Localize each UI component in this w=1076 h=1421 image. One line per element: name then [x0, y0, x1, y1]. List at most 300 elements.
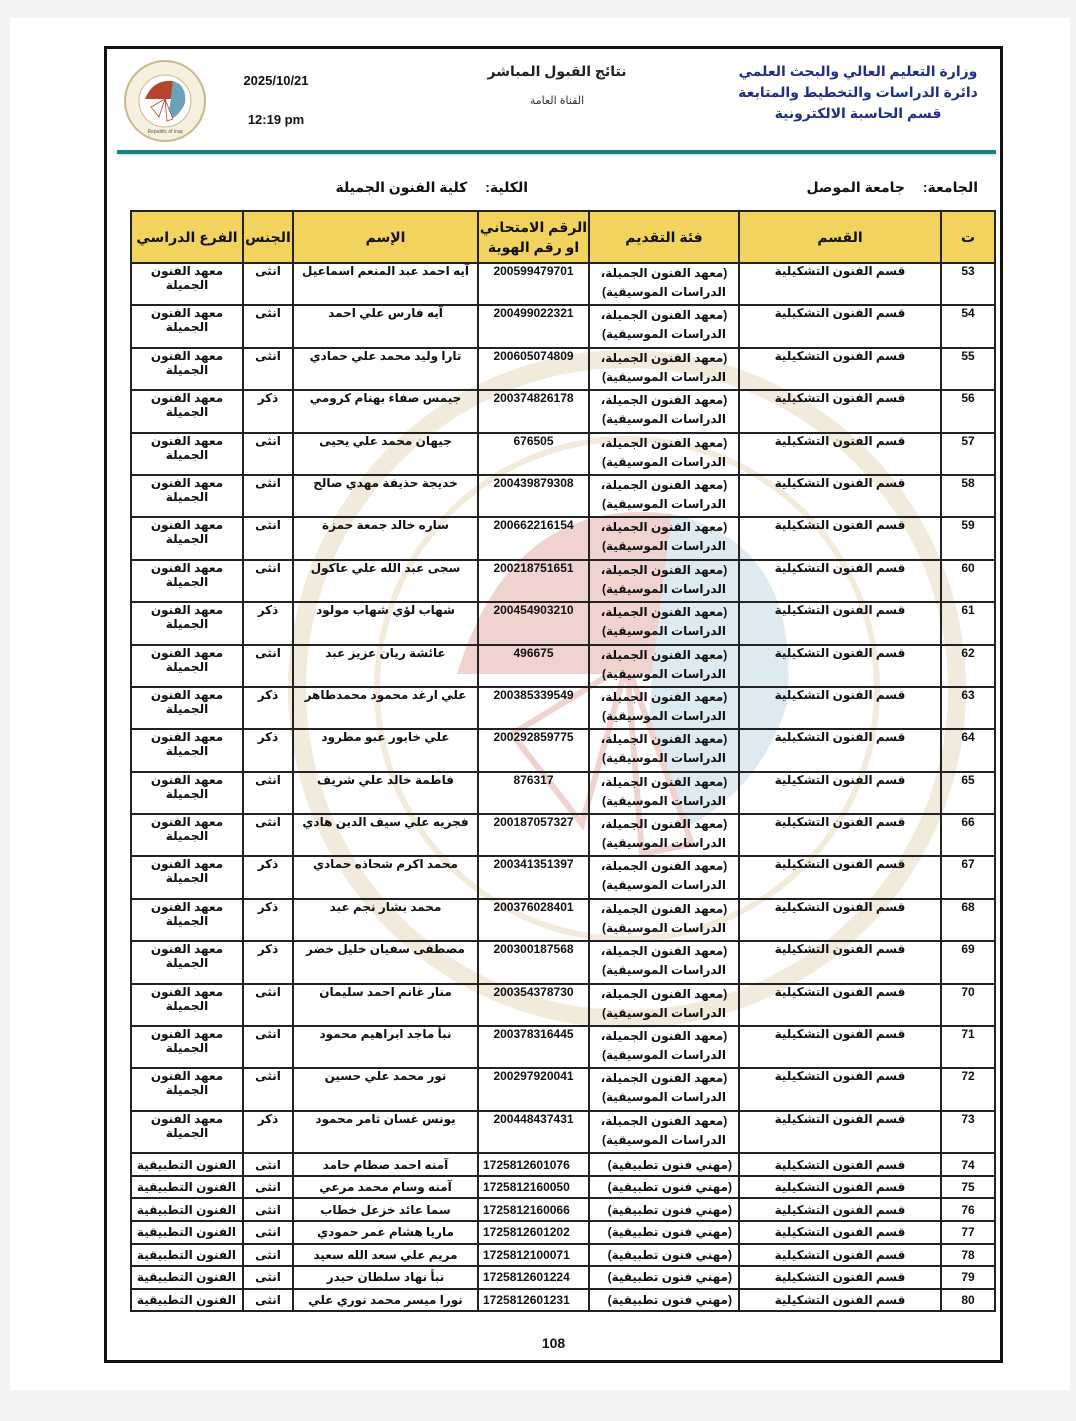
cell-gender: ذكر — [243, 729, 293, 771]
cell-number: 200374826178 — [478, 390, 589, 432]
category-line: (معهد الفنون الجميلة، — [600, 1071, 728, 1086]
cell-branch: الفنون التطبيقية — [131, 1244, 243, 1267]
cell-branch: معهد الفنون الجميلة — [131, 602, 243, 644]
header-category: فئة التقديم — [589, 211, 739, 263]
cell-seq: 76 — [941, 1198, 995, 1221]
cell-number: 1725812601224 — [478, 1266, 589, 1289]
cell-category — [589, 687, 739, 729]
college-field — [335, 179, 528, 196]
cell-department: قسم الفنون التشكيلية — [739, 433, 941, 475]
table-row — [131, 984, 995, 1026]
cell-department: قسم الفنون التشكيلية — [739, 645, 941, 687]
cell-seq: 68 — [941, 899, 995, 941]
table-row — [131, 1244, 995, 1267]
category-line: (معهد الفنون الجميلة، — [600, 393, 728, 408]
category-line: (معهد الفنون الجميلة، — [600, 944, 728, 959]
cell-seq: 60 — [941, 560, 995, 602]
cell-number: 496675 — [478, 645, 589, 687]
cell-name: خديجة حذيفة مهدي صالح — [293, 475, 478, 517]
cell-gender: انثى — [243, 1289, 293, 1312]
cell-gender: انثى — [243, 1176, 293, 1199]
cell-branch: معهد الفنون الجميلة — [131, 1068, 243, 1110]
cell-category — [589, 984, 739, 1026]
table-row — [131, 856, 995, 898]
cell-number: 1725812100071 — [478, 1244, 589, 1267]
cell-gender: انثى — [243, 645, 293, 687]
header-name: الإسم — [293, 211, 478, 263]
category-line: الدراسات الموسيقية) — [602, 539, 726, 554]
cell-seq: 59 — [941, 517, 995, 559]
cell-number: 200599479701 — [478, 263, 589, 305]
college-label: الكلية: — [485, 179, 528, 195]
cell-branch: معهد الفنون الجميلة — [131, 687, 243, 729]
table-row — [131, 814, 995, 856]
ministry-line: وزارة التعليم العالي والبحث العلمي — [738, 63, 978, 79]
datetime — [231, 73, 321, 127]
cell-name: آيه احمد عبد المنعم اسماعيل — [293, 263, 478, 305]
ministry-line: قسم الحاسبة الالكترونية — [774, 105, 942, 121]
cell-number: 200341351397 — [478, 856, 589, 898]
cell-name: علي ارغد محمود محمدطاهر — [293, 687, 478, 729]
cell-category — [589, 1176, 739, 1199]
cell-number: 200439879308 — [478, 475, 589, 517]
cell-seq: 64 — [941, 729, 995, 771]
cell-name: محمد بشار نجم عبد — [293, 899, 478, 941]
cell-branch: معهد الفنون الجميلة — [131, 475, 243, 517]
cell-department: قسم الفنون التشكيلية — [739, 390, 941, 432]
category-line: (مهني فنون تطبيقية) — [607, 1293, 732, 1308]
cell-number: 676505 — [478, 433, 589, 475]
cell-branch: معهد الفنون الجميلة — [131, 390, 243, 432]
category-line: (معهد الفنون الجميلة، — [600, 732, 728, 747]
cell-category — [589, 517, 739, 559]
table-row — [131, 1221, 995, 1244]
category-line: (معهد الفنون الجميلة، — [600, 605, 728, 620]
cell-category — [589, 1111, 739, 1153]
category-line: (مهني فنون تطبيقية) — [607, 1225, 732, 1240]
cell-category — [589, 645, 739, 687]
table-row — [131, 433, 995, 475]
cell-branch: معهد الفنون الجميلة — [131, 348, 243, 390]
cell-category — [589, 305, 739, 347]
table-row — [131, 687, 995, 729]
cell-gender: انثى — [243, 475, 293, 517]
cell-branch: الفنون التطبيقية — [131, 1221, 243, 1244]
cell-gender: انثى — [243, 263, 293, 305]
cell-gender: انثى — [243, 1244, 293, 1267]
cell-number: 200187057327 — [478, 814, 589, 856]
table-row — [131, 729, 995, 771]
cell-gender: ذكر — [243, 390, 293, 432]
cell-name: عائشة ريان عزيز عبد — [293, 645, 478, 687]
cell-branch: الفنون التطبيقية — [131, 1176, 243, 1199]
cell-category — [589, 941, 739, 983]
cell-seq: 70 — [941, 984, 995, 1026]
cell-seq: 54 — [941, 305, 995, 347]
cell-gender: ذكر — [243, 941, 293, 983]
category-line: (مهني فنون تطبيقية) — [607, 1180, 732, 1195]
cell-name: مريم علي سعد الله سعيد — [293, 1244, 478, 1267]
category-line: (معهد الفنون الجميلة، — [600, 1113, 728, 1128]
cell-name: جيمس صفاء بهنام كرومي — [293, 390, 478, 432]
category-line: الدراسات الموسيقية) — [602, 327, 726, 342]
category-line: (معهد الفنون الجميلة، — [600, 689, 728, 704]
cell-name: سجى عبد الله علي عاكول — [293, 560, 478, 602]
category-line: (مهني فنون تطبيقية) — [607, 1202, 732, 1217]
cell-seq: 78 — [941, 1244, 995, 1267]
cell-name: مصطفى سفيان خليل خضر — [293, 941, 478, 983]
cell-number: 200448437431 — [478, 1111, 589, 1153]
cell-category — [589, 1221, 739, 1244]
category-line: الدراسات الموسيقية) — [602, 369, 726, 384]
category-line: الدراسات الموسيقية) — [602, 581, 726, 596]
cell-seq: 53 — [941, 263, 995, 305]
admission-results-table — [130, 210, 996, 1312]
cell-name: آمنه وسام محمد مرعي — [293, 1176, 478, 1199]
cell-gender: انثى — [243, 305, 293, 347]
cell-number: 1725812160066 — [478, 1198, 589, 1221]
category-line: (مهني فنون تطبيقية) — [607, 1247, 732, 1262]
university-label: الجامعة: — [922, 179, 978, 195]
table-row — [131, 348, 995, 390]
cell-branch: معهد الفنون الجميلة — [131, 772, 243, 814]
category-line: (معهد الفنون الجميلة، — [600, 477, 728, 492]
cell-gender: ذكر — [243, 899, 293, 941]
category-line: الدراسات الموسيقية) — [602, 1090, 726, 1105]
cell-department: قسم الفنون التشكيلية — [739, 1068, 941, 1110]
cell-gender: ذكر — [243, 856, 293, 898]
cell-branch: الفنون التطبيقية — [131, 1289, 243, 1312]
report-time: 12:19 pm — [247, 112, 305, 127]
category-line: الدراسات الموسيقية) — [602, 878, 726, 893]
cell-seq: 63 — [941, 687, 995, 729]
cell-category — [589, 433, 739, 475]
cell-category — [589, 814, 739, 856]
cell-gender: انثى — [243, 1153, 293, 1176]
ministry-heading — [738, 61, 978, 124]
cell-gender: ذكر — [243, 602, 293, 644]
cell-gender: انثى — [243, 1266, 293, 1289]
cell-department: قسم الفنون التشكيلية — [739, 856, 941, 898]
cell-department: قسم الفنون التشكيلية — [739, 814, 941, 856]
header-divider — [117, 150, 996, 154]
cell-category — [589, 560, 739, 602]
cell-name: علي خابور عبو مطرود — [293, 729, 478, 771]
ministry-logo-icon — [123, 59, 207, 143]
cell-category — [589, 1068, 739, 1110]
cell-name: آيه فارس علي احمد — [293, 305, 478, 347]
cell-seq: 56 — [941, 390, 995, 432]
cell-category — [589, 1244, 739, 1267]
cell-branch: معهد الفنون الجميلة — [131, 305, 243, 347]
category-line: الدراسات الموسيقية) — [602, 624, 726, 639]
cell-number: 200454903210 — [478, 602, 589, 644]
category-line: (معهد الفنون الجميلة، — [600, 859, 728, 874]
header-number — [478, 211, 589, 263]
cell-name: شهاب لؤي شهاب مولود — [293, 602, 478, 644]
cell-department: قسم الفنون التشكيلية — [739, 984, 941, 1026]
cell-seq: 79 — [941, 1266, 995, 1289]
header-department: القسم — [739, 211, 941, 263]
table-row — [131, 1198, 995, 1221]
cell-seq: 67 — [941, 856, 995, 898]
cell-department: قسم الفنون التشكيلية — [739, 1289, 941, 1312]
table-row — [131, 941, 995, 983]
report-title: نتائج القبول المباشر — [487, 63, 627, 79]
category-line: الدراسات الموسيقية) — [602, 793, 726, 808]
cell-gender: انثى — [243, 772, 293, 814]
cell-seq: 58 — [941, 475, 995, 517]
cell-branch: معهد الفنون الجميلة — [131, 1026, 243, 1068]
cell-branch: معهد الفنون الجميلة — [131, 263, 243, 305]
category-line: (معهد الفنون الجميلة، — [600, 350, 728, 365]
cell-category — [589, 1198, 739, 1221]
category-line: الدراسات الموسيقية) — [602, 412, 726, 427]
cell-number: 200385339549 — [478, 687, 589, 729]
cell-branch: معهد الفنون الجميلة — [131, 1111, 243, 1153]
category-line: الدراسات الموسيقية) — [602, 751, 726, 766]
cell-branch: معهد الفنون الجميلة — [131, 517, 243, 559]
category-line: (معهد الفنون الجميلة، — [600, 817, 728, 832]
cell-name: نبأ ماجد ابراهيم محمود — [293, 1026, 478, 1068]
table-row — [131, 645, 995, 687]
cell-category — [589, 1266, 739, 1289]
cell-branch: الفنون التطبيقية — [131, 1153, 243, 1176]
cell-category — [589, 1289, 739, 1312]
report-date: 2025/10/21 — [243, 73, 309, 88]
cell-number: 200378316445 — [478, 1026, 589, 1068]
cell-department: قسم الفنون التشكيلية — [739, 687, 941, 729]
report-title-block — [447, 63, 667, 107]
table-row — [131, 263, 995, 305]
header-gender: الجنس — [243, 211, 293, 263]
cell-category — [589, 856, 739, 898]
cell-gender: انثى — [243, 984, 293, 1026]
table-row — [131, 1068, 995, 1110]
cell-category — [589, 263, 739, 305]
cell-category — [589, 475, 739, 517]
cell-seq: 77 — [941, 1221, 995, 1244]
cell-branch: معهد الفنون الجميلة — [131, 899, 243, 941]
cell-number: 200662216154 — [478, 517, 589, 559]
cell-number: 200297920041 — [478, 1068, 589, 1110]
table-row — [131, 772, 995, 814]
university-field — [806, 179, 978, 196]
cell-name: ماريا هشام عمر حمودي — [293, 1221, 478, 1244]
college-value: كلية الفنون الجميلة — [335, 179, 468, 195]
cell-gender: انثى — [243, 1198, 293, 1221]
category-line: (معهد الفنون الجميلة، — [600, 774, 728, 789]
category-line: (معهد الفنون الجميلة، — [600, 647, 728, 662]
category-line: (معهد الفنون الجميلة، — [600, 266, 728, 280]
cell-number: 876317 — [478, 772, 589, 814]
cell-seq: 57 — [941, 433, 995, 475]
cell-number: 200499022321 — [478, 305, 589, 347]
category-line: الدراسات الموسيقية) — [602, 496, 726, 511]
table-row — [131, 1176, 995, 1199]
cell-name: سما عائد خزعل خطاب — [293, 1198, 478, 1221]
cell-number: 1725812160050 — [478, 1176, 589, 1199]
cell-name: نورا ميسر محمد نوري علي — [293, 1289, 478, 1312]
cell-name: منار غانم احمد سليمان — [293, 984, 478, 1026]
cell-gender: انثى — [243, 560, 293, 602]
category-line: (معهد الفنون الجميلة، — [600, 901, 728, 916]
cell-branch: معهد الفنون الجميلة — [131, 729, 243, 771]
cell-department: قسم الفنون التشكيلية — [739, 517, 941, 559]
cell-branch: الفنون التطبيقية — [131, 1266, 243, 1289]
category-line: (معهد الفنون الجميلة، — [600, 1029, 728, 1044]
category-line: الدراسات الموسيقية) — [602, 920, 726, 935]
cell-number: 200605074809 — [478, 348, 589, 390]
cell-seq: 75 — [941, 1176, 995, 1199]
category-line: الدراسات الموسيقية) — [602, 1048, 726, 1063]
cell-branch: معهد الفنون الجميلة — [131, 560, 243, 602]
report-subtitle: القناة العامة — [529, 95, 585, 107]
cell-category — [589, 899, 739, 941]
cell-category — [589, 772, 739, 814]
cell-branch: معهد الفنون الجميلة — [131, 433, 243, 475]
cell-category — [589, 1026, 739, 1068]
cell-name: فاطمة خالد علي شريف — [293, 772, 478, 814]
cell-gender: انثى — [243, 433, 293, 475]
cell-gender: انثى — [243, 348, 293, 390]
cell-seq: 61 — [941, 602, 995, 644]
header-number-line: او رقم الهوية — [487, 239, 580, 255]
cell-department: قسم الفنون التشكيلية — [739, 475, 941, 517]
cell-number: 1725812601202 — [478, 1221, 589, 1244]
cell-department: قسم الفنون التشكيلية — [739, 1153, 941, 1176]
cell-number: 200218751651 — [478, 560, 589, 602]
cell-category — [589, 602, 739, 644]
cell-name: فجريه علي سيف الدين هادي — [293, 814, 478, 856]
cell-name: نور محمد علي حسين — [293, 1068, 478, 1110]
cell-gender: انثى — [243, 1068, 293, 1110]
cell-department: قسم الفنون التشكيلية — [739, 560, 941, 602]
table-row — [131, 602, 995, 644]
cell-department: قسم الفنون التشكيلية — [739, 602, 941, 644]
cell-seq: 71 — [941, 1026, 995, 1068]
category-line: الدراسات الموسيقية) — [602, 963, 726, 978]
category-line: (معهد الفنون الجميلة، — [600, 986, 728, 1001]
cell-branch: الفنون التطبيقية — [131, 1198, 243, 1221]
cell-department: قسم الفنون التشكيلية — [739, 941, 941, 983]
table-body — [131, 263, 995, 1311]
category-line: الدراسات الموسيقية) — [602, 454, 726, 469]
cell-branch: معهد الفنون الجميلة — [131, 941, 243, 983]
cell-department: قسم الفنون التشكيلية — [739, 1221, 941, 1244]
category-line: الدراسات الموسيقية) — [602, 836, 726, 851]
svg-text:Republic of Iraq: Republic of Iraq — [147, 129, 183, 135]
cell-department: قسم الفنون التشكيلية — [739, 729, 941, 771]
cell-name: يونس غسان ثامر محمود — [293, 1111, 478, 1153]
cell-department: قسم الفنون التشكيلية — [739, 348, 941, 390]
cell-name: آمنه احمد صطام حامد — [293, 1153, 478, 1176]
cell-number: 200354378730 — [478, 984, 589, 1026]
cell-name: ساره خالد جمعة حمزة — [293, 517, 478, 559]
document-frame — [104, 46, 1003, 1363]
category-line: (مهني فنون تطبيقية) — [607, 1157, 732, 1172]
cell-seq: 62 — [941, 645, 995, 687]
cell-name: محمد اكرم شحاذه حمادي — [293, 856, 478, 898]
table-row — [131, 560, 995, 602]
cell-department: قسم الفنون التشكيلية — [739, 1198, 941, 1221]
cell-gender: انثى — [243, 1221, 293, 1244]
category-line: الدراسات الموسيقية) — [602, 708, 726, 723]
cell-department: قسم الفنون التشكيلية — [739, 305, 941, 347]
table-row — [131, 475, 995, 517]
cell-department: قسم الفنون التشكيلية — [739, 1026, 941, 1068]
cell-number: 200300187568 — [478, 941, 589, 983]
table-row — [131, 1026, 995, 1068]
cell-seq: 69 — [941, 941, 995, 983]
category-line: الدراسات الموسيقية) — [602, 666, 726, 681]
header-seq: ت — [941, 211, 995, 263]
cell-department: قسم الفنون التشكيلية — [739, 1111, 941, 1153]
cell-number: 1725812601231 — [478, 1289, 589, 1312]
cell-department: قسم الفنون التشكيلية — [739, 899, 941, 941]
cell-department: قسم الفنون التشكيلية — [739, 1244, 941, 1267]
university-value: جامعة الموصل — [806, 179, 905, 195]
cell-branch: معهد الفنون الجميلة — [131, 814, 243, 856]
cell-gender: ذكر — [243, 687, 293, 729]
cell-seq: 66 — [941, 814, 995, 856]
header-branch: الفرع الدراسي — [131, 211, 243, 263]
cell-department: قسم الفنون التشكيلية — [739, 1266, 941, 1289]
cell-category — [589, 1153, 739, 1176]
cell-branch: معهد الفنون الجميلة — [131, 984, 243, 1026]
cell-gender: ذكر — [243, 1111, 293, 1153]
category-line: الدراسات الموسيقية) — [602, 1005, 726, 1020]
table-row — [131, 899, 995, 941]
cell-seq: 73 — [941, 1111, 995, 1153]
table-row — [131, 517, 995, 559]
cell-department: قسم الفنون التشكيلية — [739, 1176, 941, 1199]
table-row — [131, 1289, 995, 1312]
ministry-line: دائرة الدراسات والتخطيط والمتابعة — [738, 84, 978, 100]
cell-gender: انثى — [243, 1026, 293, 1068]
cell-branch: معهد الفنون الجميلة — [131, 645, 243, 687]
cell-seq: 72 — [941, 1068, 995, 1110]
cell-name: تارا وليد محمد علي حمادي — [293, 348, 478, 390]
category-line: (مهني فنون تطبيقية) — [607, 1270, 732, 1285]
cell-gender: انثى — [243, 814, 293, 856]
category-line: (معهد الفنون الجميلة، — [600, 308, 728, 323]
category-line: (معهد الفنون الجميلة، — [600, 562, 728, 577]
page-number: 108 — [541, 1335, 566, 1351]
header-number-line: الرقم الامتحاني — [479, 219, 588, 235]
category-line: الدراسات الموسيقية) — [602, 285, 726, 299]
category-line: الدراسات الموسيقية) — [602, 1132, 726, 1147]
table-row — [131, 1111, 995, 1153]
cell-name: نبأ نهاد سلطان حيدر — [293, 1266, 478, 1289]
cell-number: 1725812601076 — [478, 1153, 589, 1176]
cell-number: 200376028401 — [478, 899, 589, 941]
category-line: (معهد الفنون الجميلة، — [600, 435, 728, 450]
cell-seq: 74 — [941, 1153, 995, 1176]
table-row — [131, 1266, 995, 1289]
category-line: (معهد الفنون الجميلة، — [600, 520, 728, 535]
cell-department: قسم الفنون التشكيلية — [739, 772, 941, 814]
cell-branch: معهد الفنون الجميلة — [131, 856, 243, 898]
cell-category — [589, 390, 739, 432]
cell-category — [589, 729, 739, 771]
cell-seq: 80 — [941, 1289, 995, 1312]
table-row — [131, 1153, 995, 1176]
cell-category — [589, 348, 739, 390]
table-header-row — [131, 211, 995, 263]
cell-name: جيهان محمد علي يحيى — [293, 433, 478, 475]
cell-number: 200292859775 — [478, 729, 589, 771]
